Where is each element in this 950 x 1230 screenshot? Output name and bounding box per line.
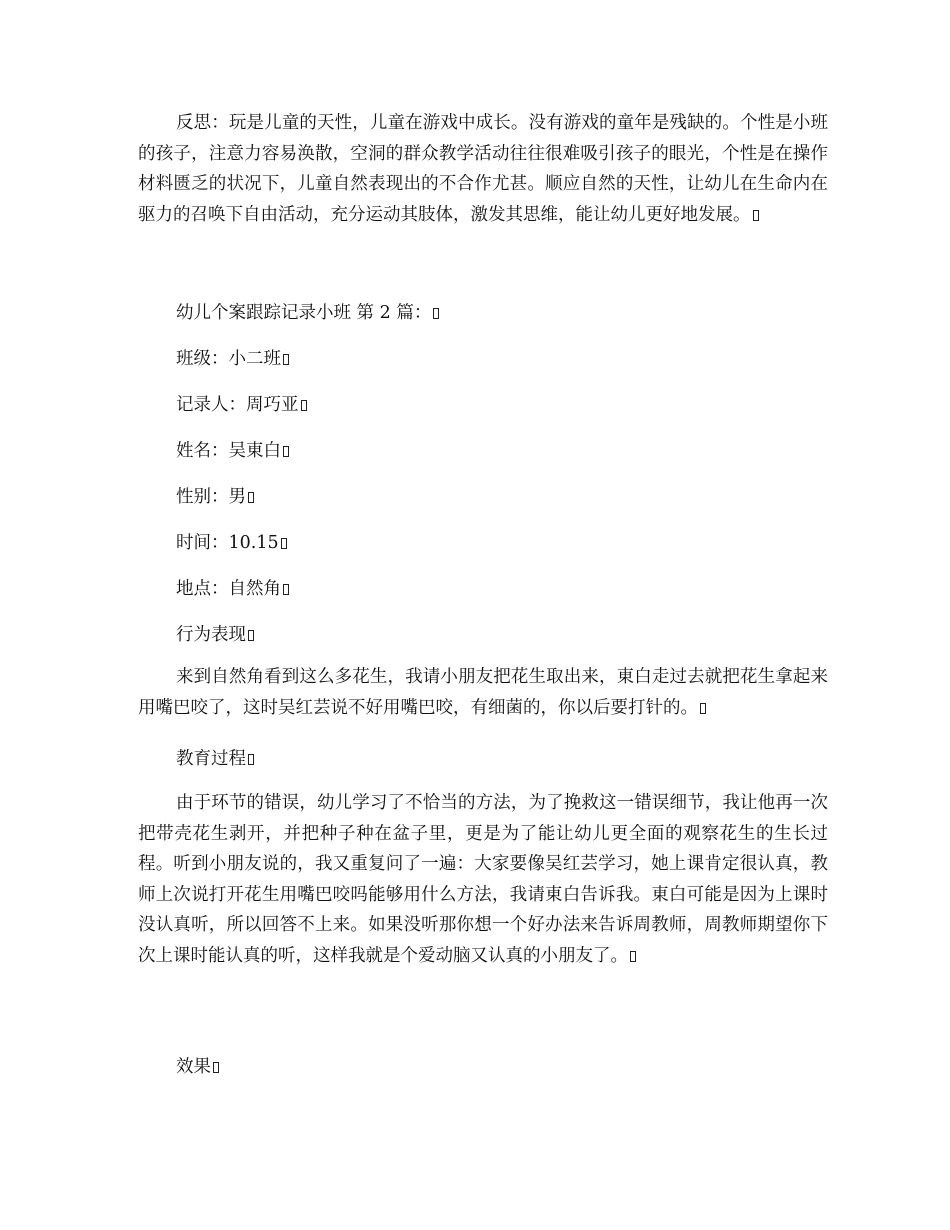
paragraph-mark-icon — [630, 951, 636, 962]
field-gender: 性别：男 — [176, 482, 254, 512]
paragraph-mark-icon — [283, 354, 289, 365]
paragraph-mark-icon — [433, 308, 439, 319]
section-heading: 幼儿个案跟踪记录小班 第 2 篇： — [176, 298, 439, 328]
paragraph-mark-icon — [283, 584, 289, 595]
paragraph-mark-icon — [213, 1062, 219, 1073]
paragraph-mark-icon — [700, 703, 706, 714]
paragraph-mark-icon — [248, 754, 254, 765]
field-recorder: 记录人：周巧亚 — [176, 390, 307, 420]
paragraph-mark-icon — [753, 210, 759, 221]
paragraph-mark-icon — [301, 400, 307, 411]
paragraph-mark-icon — [248, 492, 254, 503]
behavior-paragraph: 来到自然角看到这么多花生，我请小朋友把花生取出来，東白走过去就把花生拿起来用嘴巴咬了，这时吴红芸说不好用嘴巴咬，有细菌的，你以后要打针的。 — [138, 667, 828, 718]
paragraph-mark-icon — [248, 630, 254, 641]
field-time: 时间：10.15 — [176, 528, 287, 558]
paragraph-mark-icon — [283, 446, 289, 457]
education-paragraph: 由于环节的错误，幼儿学习了不恰当的方法，为了挽救这一错误细节，我让他再一次把带壳花生剥开，并把种子种在盆子里，更是为了能让幼儿更全面的观察花生的生长过程。听到小朋友说的，我又重复问了一遍：大家要像吴红芸学习，她上课肯定很认真，教师上次说打开花生用嘴巴咬吗能够用什么方法，我请東白告诉我。東白可能是因为上课时没认真听，所以回答不上来。如果没听那你想一个好办法来告诉周教师，周教师期望你下次上课时能认真的听，这样我就是个爱动脑又认真的小朋友了。 — [138, 793, 828, 966]
field-name: 姓名：吴東白 — [176, 436, 289, 466]
behavior-heading: 行为表现 — [176, 620, 254, 650]
education-heading: 教育过程 — [176, 744, 254, 774]
field-place: 地点：自然角 — [176, 574, 289, 604]
reflection-paragraph: 反思：玩是儿童的天性，儿童在游戏中成长。没有游戏的童年是残缺的。个性是小班的孩子，注意力容易涣散，空洞的群众教学活动往往很难吸引孩子的眼光，个性是在操作材料匮乏的状况下，儿童自然表现出的不合作尤甚。顺应自然的天性，让幼儿在生命内在驱力的召唤下自由活动，充分运动其肢体，激发其思维，能让幼儿更好地发展。 — [138, 113, 828, 225]
field-class: 班级：小二班 — [176, 344, 289, 374]
effect-heading: 效果 — [176, 1052, 219, 1082]
paragraph-mark-icon — [281, 538, 287, 549]
